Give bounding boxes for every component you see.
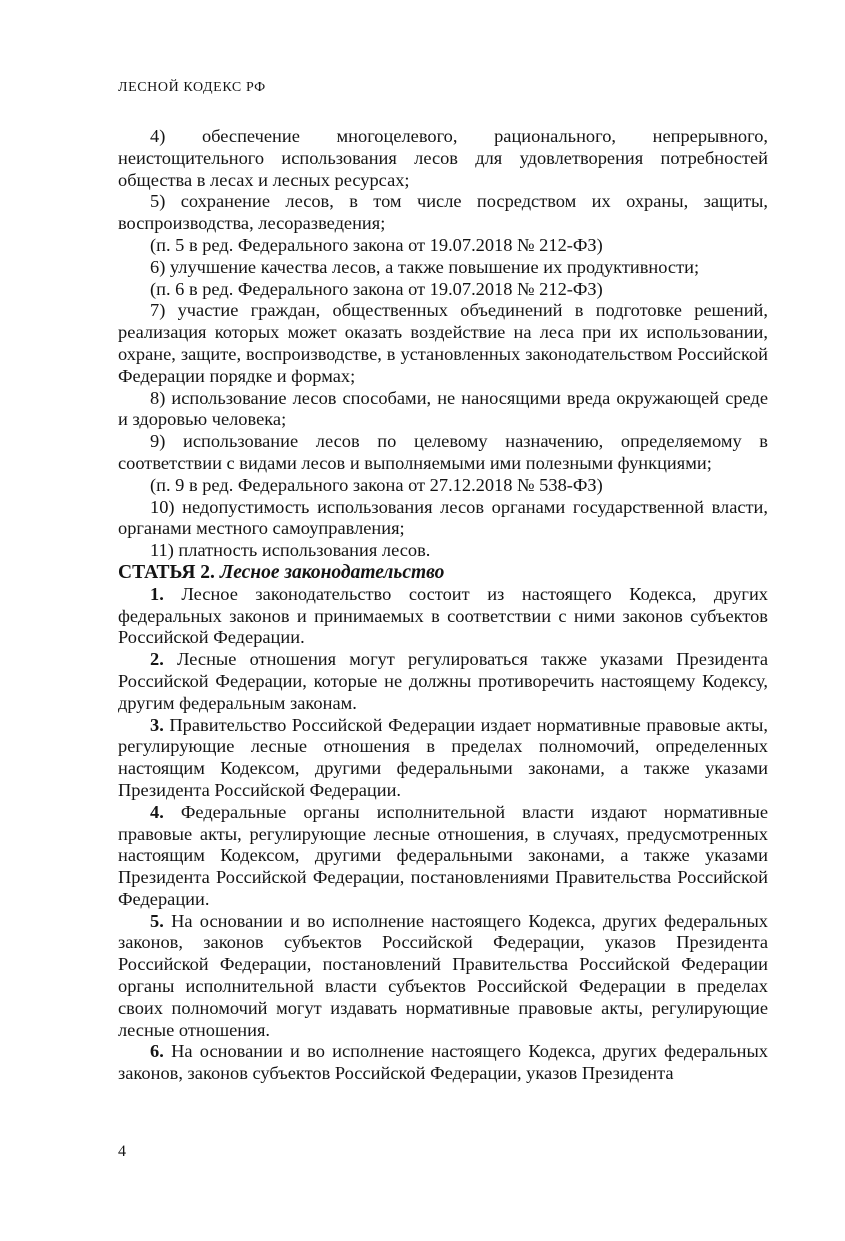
paragraph-number: 2. xyxy=(150,649,164,670)
article-title: Лесное законодательство xyxy=(219,561,445,583)
list-item: 7) участие граждан, общественных объединений в подготовке решений, реализация которых может оказать воздействие на леса при их использовании, охране, защите, воспроизводстве, в установленных законодательством Российской Федерации порядке и формах; xyxy=(118,300,768,386)
article-heading xyxy=(118,562,768,584)
amendment-note: (п. 9 в ред. Федерального закона от 27.12.2018 № 538-ФЗ) xyxy=(150,474,603,495)
paragraph-number: 1. xyxy=(150,583,164,604)
paragraph-text: Федеральные органы исполнительной власти издают нормативные правовые акты, регулирующие лесные отношения, в случаях, предусмотренных настоящим Кодексом, другими федеральными законами, а также указами Президента Российской Федерации, постановлениями Правительства Российской Федерации. xyxy=(118,801,768,909)
article-paragraph xyxy=(118,584,768,649)
paragraph-text: Правительство Российской Федерации издает нормативные правовые акты, регулирующие лесные отношения в пределах полномочий, определенных настоящим Кодексом, другими федеральными законами, а также указами Президента Российской Федерации. xyxy=(118,714,768,800)
article-paragraph xyxy=(118,715,768,802)
list-item: 6) улучшение качества лесов, а также повышение их продуктивности; xyxy=(150,256,700,277)
list-item: 11) платность использования лесов. xyxy=(150,540,431,561)
paragraph-text: На основании и во исполнение настоящего Кодекса, других федеральных законов, законов субъектов Российской Федерации, указов Президента xyxy=(118,1041,769,1084)
paragraph-number: 5. xyxy=(150,910,164,931)
article-paragraph xyxy=(118,802,768,911)
body-text xyxy=(118,126,768,1085)
running-head: ЛЕСНОЙ КОДЕКС РФ xyxy=(118,80,266,95)
list-item: 8) использование лесов способами, не наносящими вреда окружающей среде и здоровью человека; xyxy=(118,387,768,430)
page-number: 4 xyxy=(118,1143,126,1160)
paragraph-text: На основании и во исполнение настоящего Кодекса, других федеральных законов, законов субъектов Российской Федерации, указов Президента Российской Федерации, постановлений Правительства Российской Федерации органы исполнительной власти субъектов Российской Федерации в пределах своих полномочий могут издавать нормативные правовые акты, регулирующие лесные отношения. xyxy=(118,910,769,1040)
paragraph-number: 4. xyxy=(150,801,164,822)
article-paragraph xyxy=(118,1041,768,1085)
list-item: 10) недопустимость использования лесов органами государственной власти, органами местного самоуправления; xyxy=(118,496,768,539)
article-paragraph xyxy=(118,911,768,1042)
amendment-note: (п. 5 в ред. Федерального закона от 19.07.2018 № 212-ФЗ) xyxy=(150,234,603,255)
paragraph-number: 3. xyxy=(150,714,164,735)
list-item: 5) сохранение лесов, в том числе посредством их охраны, защиты, воспроизводства, лесоразведения; xyxy=(118,191,768,234)
article-label: СТАТЬЯ 2. xyxy=(118,561,215,583)
paragraph-text: Лесное законодательство состоит из настоящего Кодекса, других федеральных законов и принимаемых в соответствии с ними законов субъектов Российской Федерации. xyxy=(118,583,768,648)
list-item: 9) использование лесов по целевому назначению, определяемому в соответствии с видами лесов и выполняемыми ими полезными функциями; xyxy=(118,431,768,473)
paragraph-text: Лесные отношения могут регулироваться также указами Президента Российской Федерации, которые не должны противоречить настоящему Кодексу, другим федеральным законам. xyxy=(118,649,768,713)
paragraph-number: 6. xyxy=(150,1041,164,1062)
list-item: 4) обеспечение многоцелевого, рационального, непрерывного, неистощительного использования лесов для удовлетворения потребностей общества в лесах и лесных ресурсах; xyxy=(118,126,768,190)
amendment-note: (п. 6 в ред. Федерального закона от 19.07.2018 № 212-ФЗ) xyxy=(150,278,603,299)
article-paragraph xyxy=(118,649,768,714)
